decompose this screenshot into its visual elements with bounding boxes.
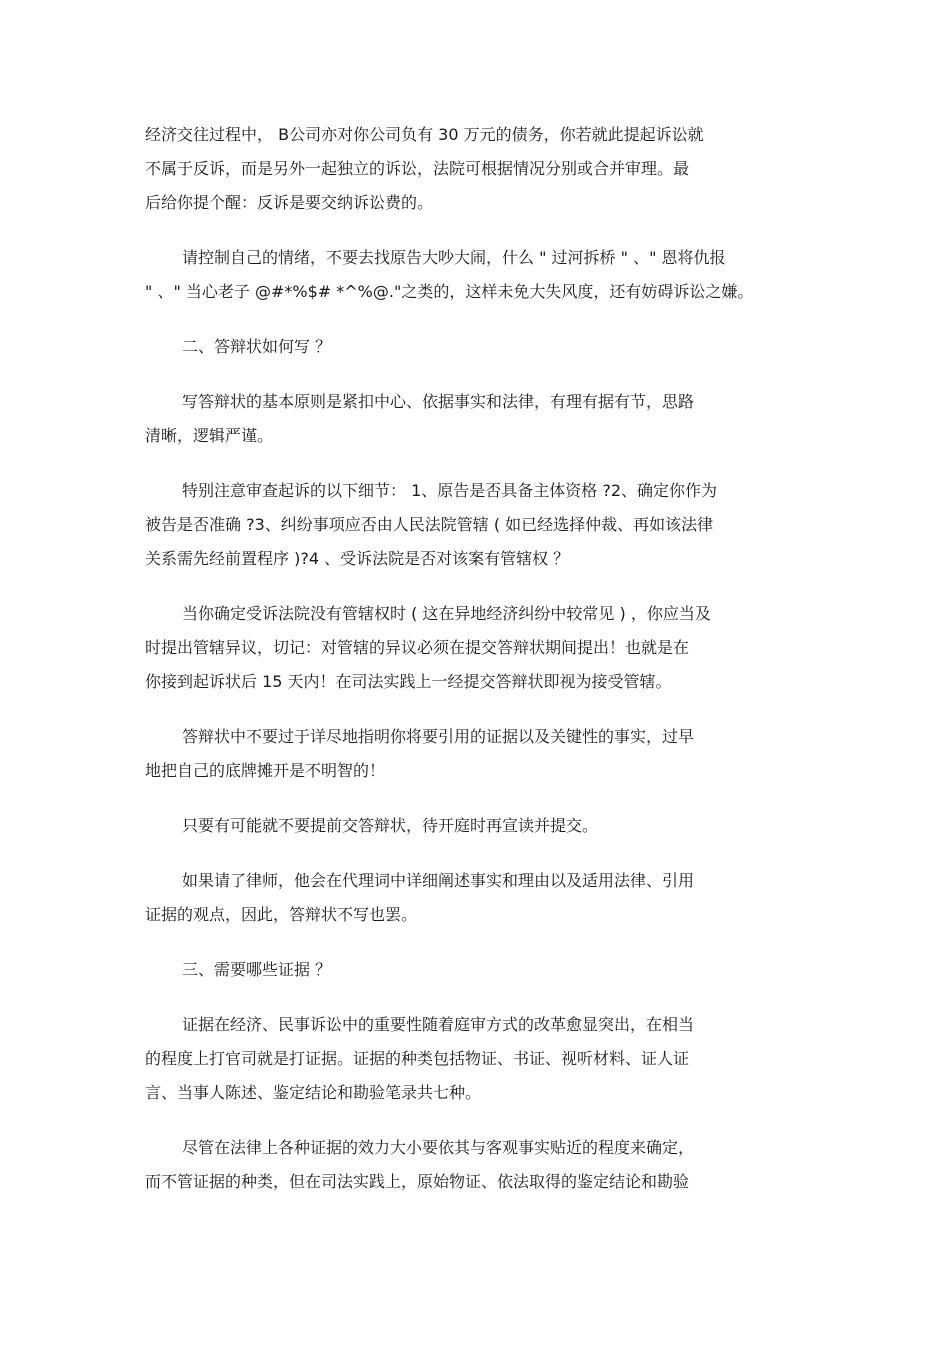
paragraph <box>145 864 825 932</box>
paragraph <box>145 474 825 576</box>
paragraph <box>145 953 825 987</box>
text-line: 写答辩状的基本原则是紧扣中心、依据事实和法律，有理有据有节，思路 <box>182 392 695 411</box>
text-line: 不属于反诉，而是另外一起独立的诉讼，法院可根据情况分别或合并审理。最 <box>145 159 690 178</box>
text-line: 时提出管辖异议，切记：对管辖的异议必须在提交答辩状期间提出！也就是在 <box>145 638 690 657</box>
text-line: 尽管在法律上各种证据的效力大小要依其与客观事实贴近的程度来确定， <box>182 1138 695 1157</box>
text-line: 后给你提个醒：反诉是要交纳诉讼费的。 <box>145 193 434 212</box>
paragraph <box>145 330 825 364</box>
paragraph <box>145 1131 825 1199</box>
paragraph <box>145 1008 825 1110</box>
paragraph <box>145 118 825 220</box>
text-line: 的程度上打官司就是打证据。证据的种类包括物证、书证、视听材料、证人证 <box>145 1049 690 1068</box>
text-line: 关系需先经前置程序 )?4 、受诉法院是否对该案有管辖权 ？ <box>145 549 570 568</box>
paragraph <box>145 597 825 699</box>
paragraph <box>145 385 825 453</box>
paragraph <box>145 720 825 788</box>
text-line: 请控制自己的情绪，不要去找原告大吵大闹，什么 " 过河拆桥 " 、" 恩将仇报 <box>182 248 726 267</box>
text-line: " 、" 当心老子 @#*%$# *^%@."之类的，这样未免大失风度，还有妨碍诉讼之嫌。 <box>145 282 754 301</box>
text-line: 经济交往过程中， B公司亦对你公司负有 30 万元的债务，你若就此提起诉讼就 <box>145 125 704 144</box>
paragraph <box>145 809 825 843</box>
text-line: 你接到起诉状后 15 天内！在司法实践上一经提交答辩状即视为接受管辖。 <box>145 672 672 691</box>
text-line: 而不管证据的种类，但在司法实践上，原始物证、依法取得的鉴定结论和勘验 <box>145 1172 690 1191</box>
text-line: 答辩状中不要过于详尽地指明你将要引用的证据以及关键性的事实，过早 <box>182 727 695 746</box>
text-line: 特别注意审查起诉的以下细节： 1、原告是否具备主体资格 ?2、确定你作为 <box>182 481 718 500</box>
text-line: 被告是否准确 ?3、纠纷事项应否由人民法院管辖 ( 如已经选择仲裁、再如该法律 <box>145 515 714 534</box>
text-line: 二、答辩状如何写 ？ <box>182 337 332 356</box>
text-line: 地把自己的底牌摊开是不明智的！ <box>145 761 386 780</box>
document-body <box>145 118 825 1220</box>
text-line: 证据在经济、民事诉讼中的重要性随着庭审方式的改革愈显突出，在相当 <box>182 1015 695 1034</box>
text-line: 清晰，逻辑严谨。 <box>145 426 274 445</box>
text-line: 只要有可能就不要提前交答辩状，待开庭时再宣读并提交。 <box>182 816 599 835</box>
text-line: 三、需要哪些证据 ？ <box>182 960 332 979</box>
text-line: 如果请了律师，他会在代理词中详细阐述事实和理由以及适用法律、引用 <box>182 871 695 890</box>
text-line: 言、当事人陈述、鉴定结论和勘验笔录共七种。 <box>145 1083 482 1102</box>
text-line: 证据的观点，因此，答辩状不写也罢。 <box>145 905 418 924</box>
text-line: 当你确定受诉法院没有管辖权时 ( 这在异地经济纠纷中较常见 ) ，你应当及 <box>182 604 711 623</box>
paragraph <box>145 241 825 309</box>
